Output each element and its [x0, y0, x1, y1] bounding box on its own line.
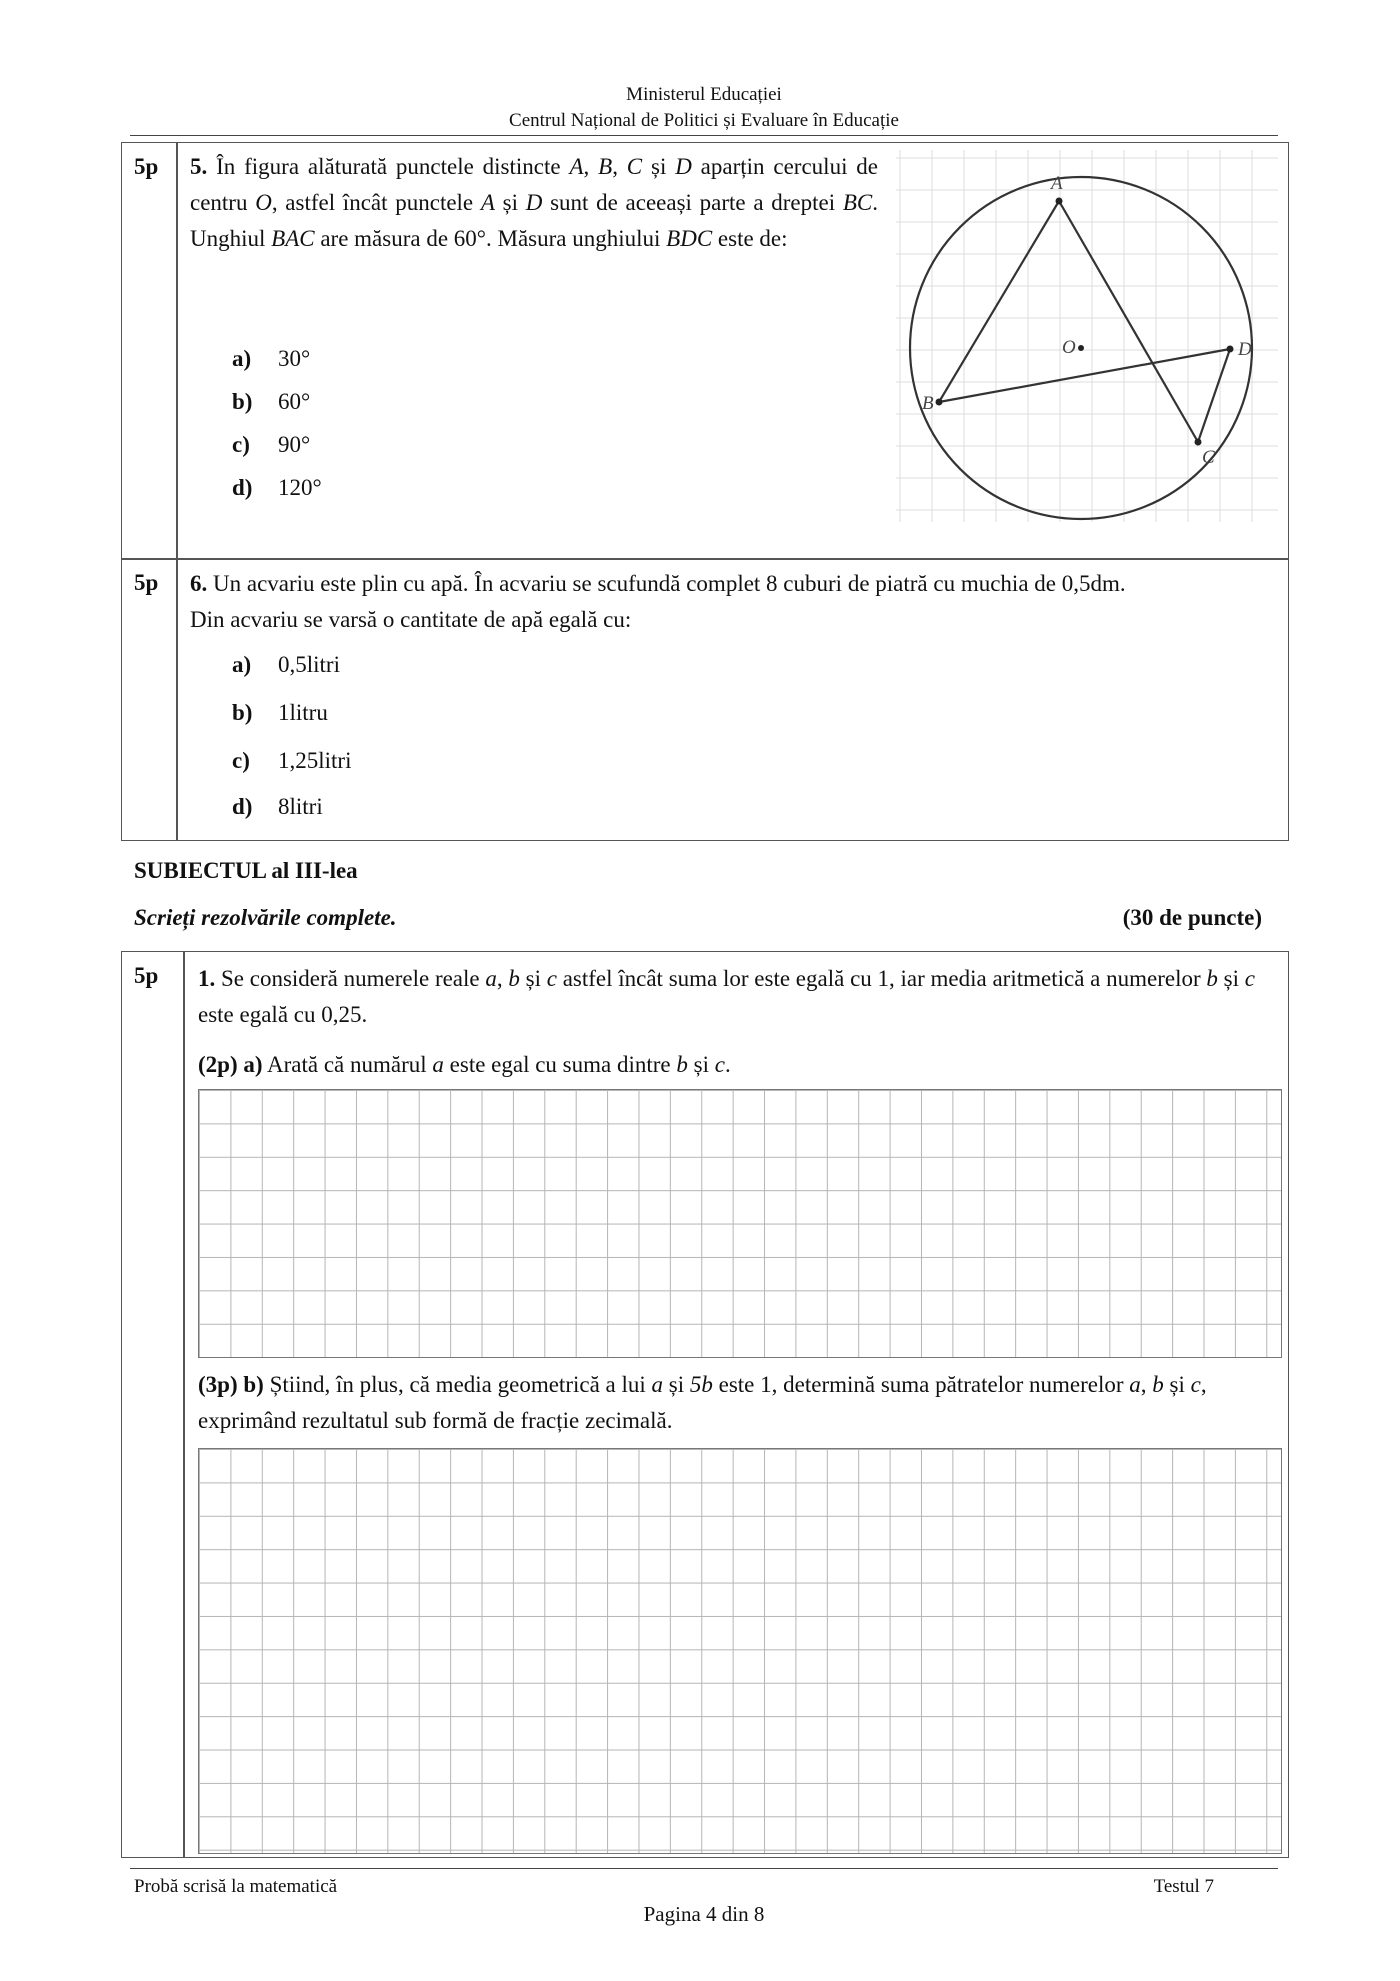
question-5-divider	[176, 142, 178, 560]
header-ministry: Ministerul Educației	[626, 84, 782, 105]
question-6-text: 6. Un acvariu este plin cu apă. În acvariu se scufundă complet 8 cuburi de piatră cu muchia de 0,5dm. Din acvariu se varsă o cantitate de apă egală cu:	[190, 571, 1126, 632]
question-6-option-d: d) 8litri	[232, 794, 323, 819]
section-title: SUBIECTUL al III-lea	[134, 858, 358, 883]
question-6-option-c: c) 1,25litri	[232, 748, 352, 773]
point-d	[1227, 346, 1234, 353]
point-o	[1078, 345, 1084, 351]
question-6-number: 6.	[190, 571, 208, 596]
footer-page-number: Pagina 4 din 8	[643, 1902, 765, 1926]
question-5-option-a: a) 30°	[232, 346, 311, 371]
figure-grid	[896, 150, 1278, 522]
label-b: B	[922, 393, 934, 414]
answer-grid-b[interactable]	[198, 1448, 1282, 1854]
question-6-option-b: b) 1litru	[232, 700, 328, 725]
header-center: Centrul Național de Politici și Evaluare în Educație	[509, 110, 899, 131]
footer-test: Testul 7	[1153, 1876, 1214, 1897]
question-5-option-c: c) 90°	[232, 432, 311, 457]
question-5-option-b: b) 60°	[232, 389, 311, 414]
point-b	[936, 399, 943, 406]
question-5-points: 5p	[134, 154, 159, 179]
question-1-number: 1.	[198, 966, 216, 991]
question-6-option-a: a) 0,5litri	[232, 652, 340, 677]
label-a: A	[1051, 173, 1063, 194]
answer-grid-a[interactable]	[198, 1089, 1282, 1358]
footer-subject: Probă scrisă la matematică	[134, 1876, 338, 1897]
circle-figure	[896, 150, 1278, 522]
question-1-part-b: (3p) b) Știind, în plus, că media geometrică a lui a și 5b este 1, determină suma pătratelor numerelor a, b și c, exprimând rezultatul sub formă de fracție zecimală.	[198, 1372, 1207, 1433]
question-5-number: 5.	[190, 154, 208, 179]
header-rule	[130, 135, 1278, 136]
question-1-points: 5p	[134, 963, 159, 988]
question-5-option-d: d) 120°	[232, 475, 322, 500]
question-6-points: 5p	[134, 570, 159, 595]
question-6-divider	[176, 558, 178, 841]
point-a	[1056, 198, 1063, 205]
segment-dc	[1198, 349, 1230, 442]
label-o: O	[1062, 337, 1076, 358]
section-score: (30 de puncte)	[1122, 905, 1262, 930]
footer-rule	[130, 1868, 1278, 1869]
part-b-label: (3p) b)	[198, 1372, 264, 1397]
question-5-text: 5. În figura alăturată punctele distincte A, B, C și D aparțin cercului de centru O, astfel încât punctele A și D sunt de aceeași parte a dreptei BC. Unghiul BAC are măsura de 60°. Măsura unghiului BDC este de:	[190, 154, 879, 251]
segment-ac	[1059, 201, 1198, 442]
point-c	[1195, 439, 1202, 446]
section-instruction: Scrieți rezolvările complete.	[134, 905, 397, 930]
segment-bd	[939, 349, 1230, 402]
question-1-part-a: (2p) a) Arată că numărul a este egal cu suma dintre b și c.	[198, 1052, 731, 1077]
label-d: D	[1238, 339, 1252, 360]
question-1-intro: 1. Se consideră numerele reale a, b și c astfel încât suma lor este egală cu 1, iar media aritmetică a numerelor b și c este egală cu 0,25.	[198, 966, 1255, 1027]
question-1-divider	[183, 951, 185, 1858]
part-a-label: (2p) a)	[198, 1052, 263, 1077]
label-c: C	[1202, 447, 1215, 468]
